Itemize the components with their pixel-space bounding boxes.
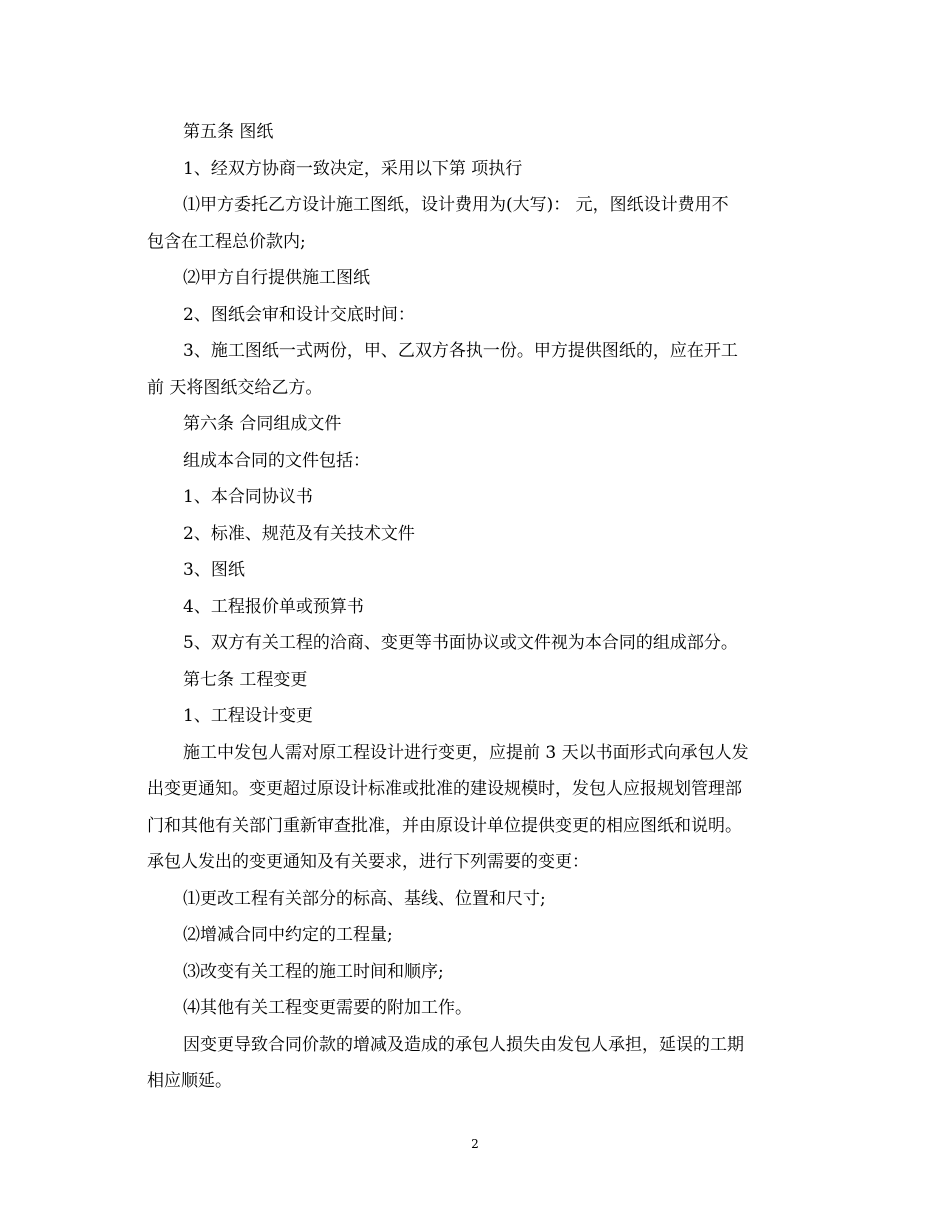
- text-line: 2、图纸会审和设计交底时间：: [183, 304, 415, 325]
- page-number: 2: [471, 1137, 479, 1151]
- text-line: 1、经双方协商一致决定，采用以下第 项执行: [183, 158, 523, 179]
- text-line: 出变更通知。变更超过原设计标准或批准的建设规模时，发包人应报规划管理部: [147, 779, 742, 799]
- text-line: ⑴甲方委托乙方设计施工图纸，设计费用为(大写)： 元，图纸设计费用不: [183, 195, 729, 215]
- text-line: 承包人发出的变更通知及有关要求，进行下列需要的变更：: [147, 852, 589, 872]
- text-line: ⑵甲方自行提供施工图纸: [183, 268, 370, 288]
- text-line: 4、工程报价单或预算书: [183, 596, 364, 617]
- text-line: 前 天将图纸交给乙方。: [147, 377, 323, 398]
- text-line: ⑷其他有关工程变更需要的附加工作。: [183, 998, 472, 1018]
- text-line: ⑵增减合同中约定的工程量;: [183, 925, 393, 945]
- document-body: [147, 114, 807, 1100]
- text-line: 第六条 合同组成文件: [183, 414, 342, 434]
- text-line: 3、施工图纸一式两份，甲、乙双方各执一份。甲方提供图纸的，应在开工: [183, 341, 738, 361]
- text-line: 包含在工程总价款内;: [147, 231, 306, 252]
- text-line: 第七条 工程变更: [183, 669, 308, 690]
- text-line: 门和其他有关部门重新审查批准，并由原设计单位提供变更的相应图纸和说明。: [147, 815, 742, 836]
- text-line: ⑶改变有关工程的施工时间和顺序;: [183, 961, 444, 982]
- text-line: 相应顺延。: [147, 1071, 232, 1091]
- text-line: 2、标准、规范及有关技术文件: [183, 523, 415, 544]
- text-line: 5、双方有关工程的洽商、变更等书面协议或文件视为本合同的组成部分。: [183, 633, 738, 653]
- text-line: 施工中发包人需对原工程设计进行变更，应提前 3 天以书面形式向承包人发: [183, 742, 749, 763]
- text-line: 组成本合同的文件包括：: [183, 450, 370, 471]
- text-line: 因变更导致合同价款的增减及造成的承包人损失由发包人承担，延误的工期: [183, 1034, 744, 1055]
- text-line: 1、本合同协议书: [183, 487, 313, 507]
- text-line: ⑴更改工程有关部分的标高、基线、位置和尺寸;: [183, 888, 546, 909]
- text-line: 第五条 图纸: [183, 122, 274, 142]
- text-line: 3、图纸: [183, 560, 245, 580]
- text-line: 1、工程设计变更: [183, 706, 313, 726]
